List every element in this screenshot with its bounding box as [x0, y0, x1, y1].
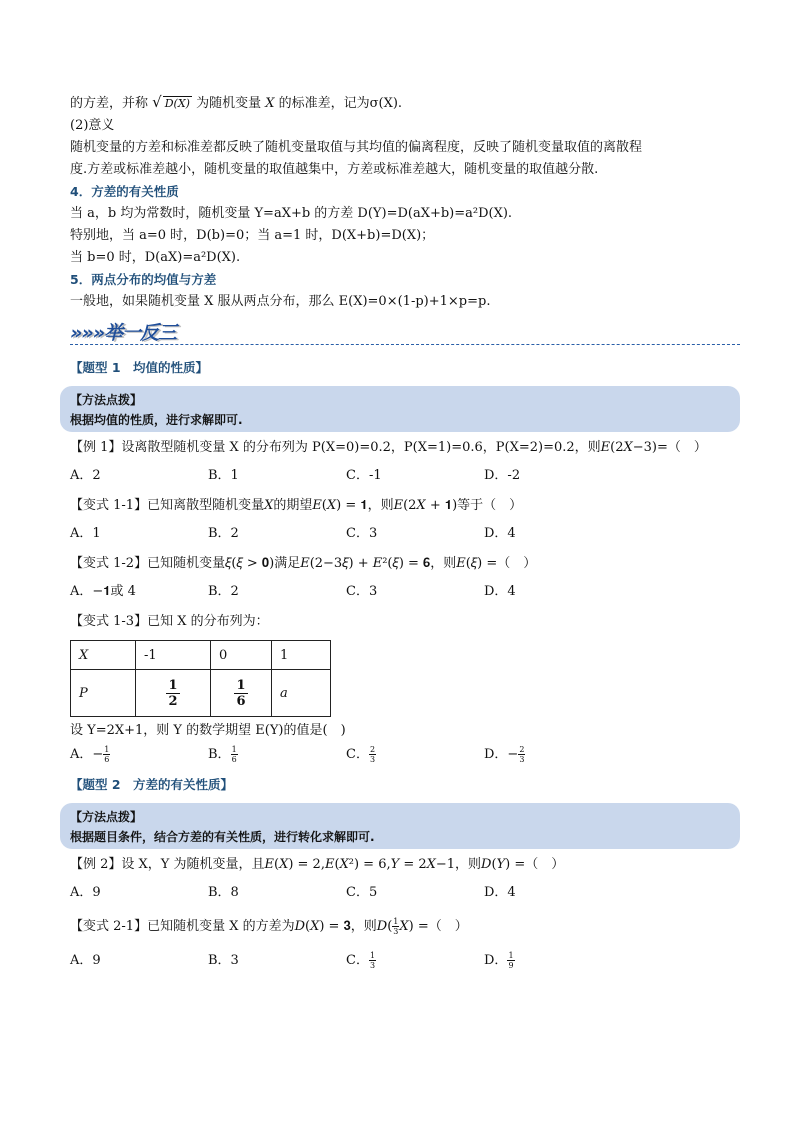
option-d[interactable]: D．4 [484, 526, 516, 541]
variant-1-2-options [70, 582, 730, 602]
table-cell [136, 670, 211, 717]
option-d[interactable]: D．4 [484, 885, 516, 900]
table-cell: P [71, 670, 136, 717]
example-1-options [70, 466, 730, 486]
option-b[interactable]: B． $\frac{1}{6}$ [208, 745, 237, 764]
method-title: 【方法点拨】 [70, 393, 143, 407]
method-title: 【方法点拨】 [70, 810, 143, 824]
section-4-title: 4．方差的有关性质 [70, 184, 179, 199]
fraction: $\frac{1}{6}$ [236, 677, 246, 709]
option-d[interactable]: D． $\frac{1}{9}$ [484, 951, 514, 970]
small-fraction: $\frac{1}{9}$ [508, 951, 514, 970]
distribution-table [70, 640, 331, 717]
option-a[interactable]: A．9 [70, 885, 101, 900]
type-1-title: 【题型 1 均值的性质】 [70, 360, 209, 375]
variant-1-3-options [70, 745, 730, 765]
small-fraction: $\frac{1}{6}$ [104, 745, 110, 764]
section-4-line-3: 当 b=0 时，D(aX)=a²D(X). [70, 250, 241, 265]
option-a[interactable]: A．−𝟏或 4 [70, 584, 136, 599]
option-b[interactable]: B．1 [208, 468, 239, 483]
meaning-line-1: 随机变量的方差和标准差都反映了随机变量取值与其均值的偏离程度，反映了随机变量取值的离散程 [70, 140, 643, 155]
sqrt-content: D(X) [164, 97, 190, 110]
option-c[interactable]: C．5 [346, 885, 378, 900]
section-4-line-1: 当 a，b 均为常数时，随机变量 Y=aX+b 的方差 D(Y)=D(aX+b)=a²D(X). [70, 206, 513, 221]
option-c[interactable]: C．-1 [346, 468, 382, 483]
option-c[interactable]: C． $\frac{2}{3}$ [346, 745, 376, 764]
method-body: 根据均值的性质，进行求解即可. [70, 413, 243, 427]
table-row [71, 670, 331, 717]
section-5-title: 5．两点分布的均值与方差 [70, 272, 217, 287]
type-2-title: 【题型 2 方差的有关性质】 [70, 777, 234, 792]
option-a[interactable]: A．9 [70, 953, 101, 968]
variant-2-1-options [70, 951, 730, 971]
banner-text: »»»举一反三 [70, 322, 177, 344]
variable-x: X [265, 96, 275, 111]
option-b[interactable]: B．2 [208, 526, 239, 541]
option-c[interactable]: C． $\frac{1}{3}$ [346, 951, 376, 970]
method-body: 根据题目条件，结合方差的有关性质，进行转化求解即可. [70, 830, 375, 844]
table-cell [211, 670, 272, 717]
banner-divider [70, 344, 740, 345]
variant-1-3-question-2: 设 Y=2X+1，则 Y 的数学期望 E(Y)的值是( ) [70, 723, 346, 738]
example-1-question: 【例 1】设离散型随机变量 X 的分布列为 P(X=0)=0.2，P(X=1)=0.6，P(X=2)=0.2，则𝐸(2𝑋−3)=（ ） [70, 440, 707, 455]
sqrt-expression: √ D(X) [152, 93, 190, 111]
text-segment: 为随机变量 [196, 96, 262, 111]
variant-2-1-question: 【变式 2-1】已知随机变量 X 的方差为𝐷(𝑋) = 𝟑，则𝐷( $\frac{1}{3}$ 𝑋) =（ ） [70, 917, 468, 936]
meaning-title: (2)意义 [70, 118, 115, 133]
method-box-1 [60, 386, 740, 432]
table-cell: 0 [211, 641, 272, 670]
variant-1-1-options [70, 524, 730, 544]
option-c[interactable]: C．3 [346, 526, 378, 541]
section-4-line-2: 特别地，当 a=0 时，D(b)=0；当 a=1 时，D(X+b)=D(X)； [70, 228, 435, 243]
small-fraction: $\frac{1}{6}$ [231, 745, 237, 764]
small-fraction: $\frac{1}{3}$ [369, 951, 376, 970]
option-a[interactable]: A．− $\frac{1}{6}$ [70, 745, 110, 764]
text-segment: 的标准差，记为σ(X). [278, 96, 403, 111]
table-cell: -1 [136, 641, 211, 670]
fraction: $\frac{1}{2}$ [168, 677, 178, 709]
option-b[interactable]: B．3 [208, 953, 239, 968]
variant-1-1-question: 【变式 1-1】已知离散型随机变量𝑋的期望𝐸(𝑋) = 𝟏，则𝐸(2𝑋 + 𝟏)等于（ ） [70, 498, 523, 513]
option-d[interactable]: D．4 [484, 584, 516, 599]
document-page [70, 92, 730, 981]
example-2-question: 【例 2】设 X，Y 为随机变量，且𝐸(𝑋) = 2,𝐸(𝑋²) = 6,𝑌 = 2𝑋−1，则𝐷(𝑌) =（ ） [70, 857, 565, 872]
option-a[interactable]: A．2 [70, 468, 101, 483]
meaning-line-2: 度.方差或标准差越小，随机变量的取值越集中，方差或标准差越大，随机变量的取值越分散. [70, 162, 599, 177]
variant-1-3-question: 【变式 1-3】已知 X 的分布列为： [70, 614, 269, 629]
variant-1-2-question: 【变式 1-2】已知随机变量𝜉(𝜉 > 𝟎)满足𝐸(2−3𝜉) + 𝐸²(𝜉) = 𝟔，则𝐸(𝜉) =（ ） [70, 556, 537, 571]
text-segment: 的方差，并称 [70, 96, 149, 111]
small-fraction: $\frac{1}{3}$ [393, 917, 399, 936]
practice-banner [70, 318, 730, 348]
option-d[interactable]: D．− $\frac{2}{3}$ [484, 745, 525, 764]
option-c[interactable]: C．3 [346, 584, 378, 599]
example-2-options [70, 883, 730, 903]
small-fraction: $\frac{2}{3}$ [519, 745, 525, 764]
option-a[interactable]: A．1 [70, 526, 101, 541]
section-5-line-1: 一般地，如果随机变量 X 服从两点分布，那么 E(X)=0×(1-p)+1×p=p. [70, 294, 491, 309]
table-cell: a [272, 670, 331, 717]
small-fraction: $\frac{2}{3}$ [369, 745, 376, 764]
option-d[interactable]: D．-2 [484, 468, 521, 483]
std-dev-definition-line [70, 92, 730, 114]
option-b[interactable]: B．2 [208, 584, 239, 599]
option-b[interactable]: B．8 [208, 885, 239, 900]
table-cell: X [71, 641, 136, 670]
table-row [71, 641, 331, 670]
table-cell: 1 [272, 641, 331, 670]
method-box-2 [60, 803, 740, 849]
